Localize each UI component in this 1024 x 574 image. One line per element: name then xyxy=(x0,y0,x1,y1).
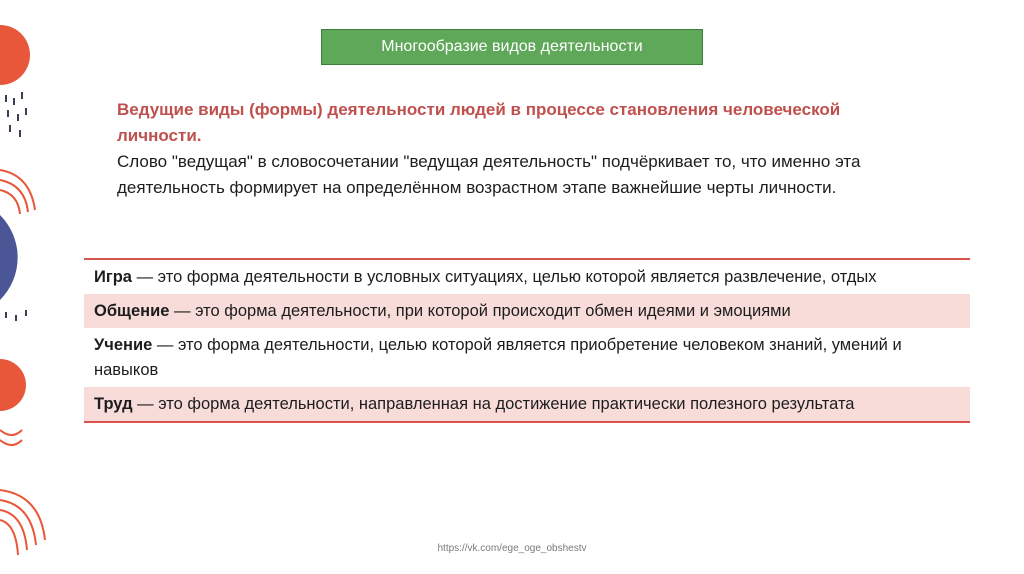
decorative-pattern xyxy=(0,0,70,574)
slide-title: Многообразие видов деятельности xyxy=(321,29,703,65)
activity-types-table xyxy=(84,258,970,423)
row-term: Учение xyxy=(94,336,153,354)
row-term: Общение xyxy=(94,302,170,320)
lead-text: Слово "ведущая" в словосочетании "ведущая деятельность" подчёркивает то, что именно эта деятельность формирует на определённом возрастном этапе важнейшие черты личности. xyxy=(117,152,861,197)
row-definition: — это форма деятельности в условных ситуациях, целью которой является развлечение, отдых xyxy=(132,268,877,286)
table-row xyxy=(84,328,970,387)
table-row xyxy=(84,387,970,421)
row-definition: — это форма деятельности, целью которой является приобретение человеком знаний, умений и навыков xyxy=(94,336,902,379)
row-definition: — это форма деятельности, при которой происходит обмен идеями и эмоциями xyxy=(169,302,791,320)
row-term: Игра xyxy=(94,268,132,286)
table-row xyxy=(84,260,970,294)
lead-heading: Ведущие виды (формы) деятельности людей в процессе становления человеческой личности. xyxy=(117,100,841,145)
footer-url[interactable]: https://vk.com/ege_oge_obshestv xyxy=(437,543,587,554)
row-definition: — это форма деятельности, направленная на достижение практически полезного результата xyxy=(132,395,855,413)
table-row xyxy=(84,294,970,328)
lead-paragraph xyxy=(117,97,917,201)
row-term: Труд xyxy=(94,395,133,413)
